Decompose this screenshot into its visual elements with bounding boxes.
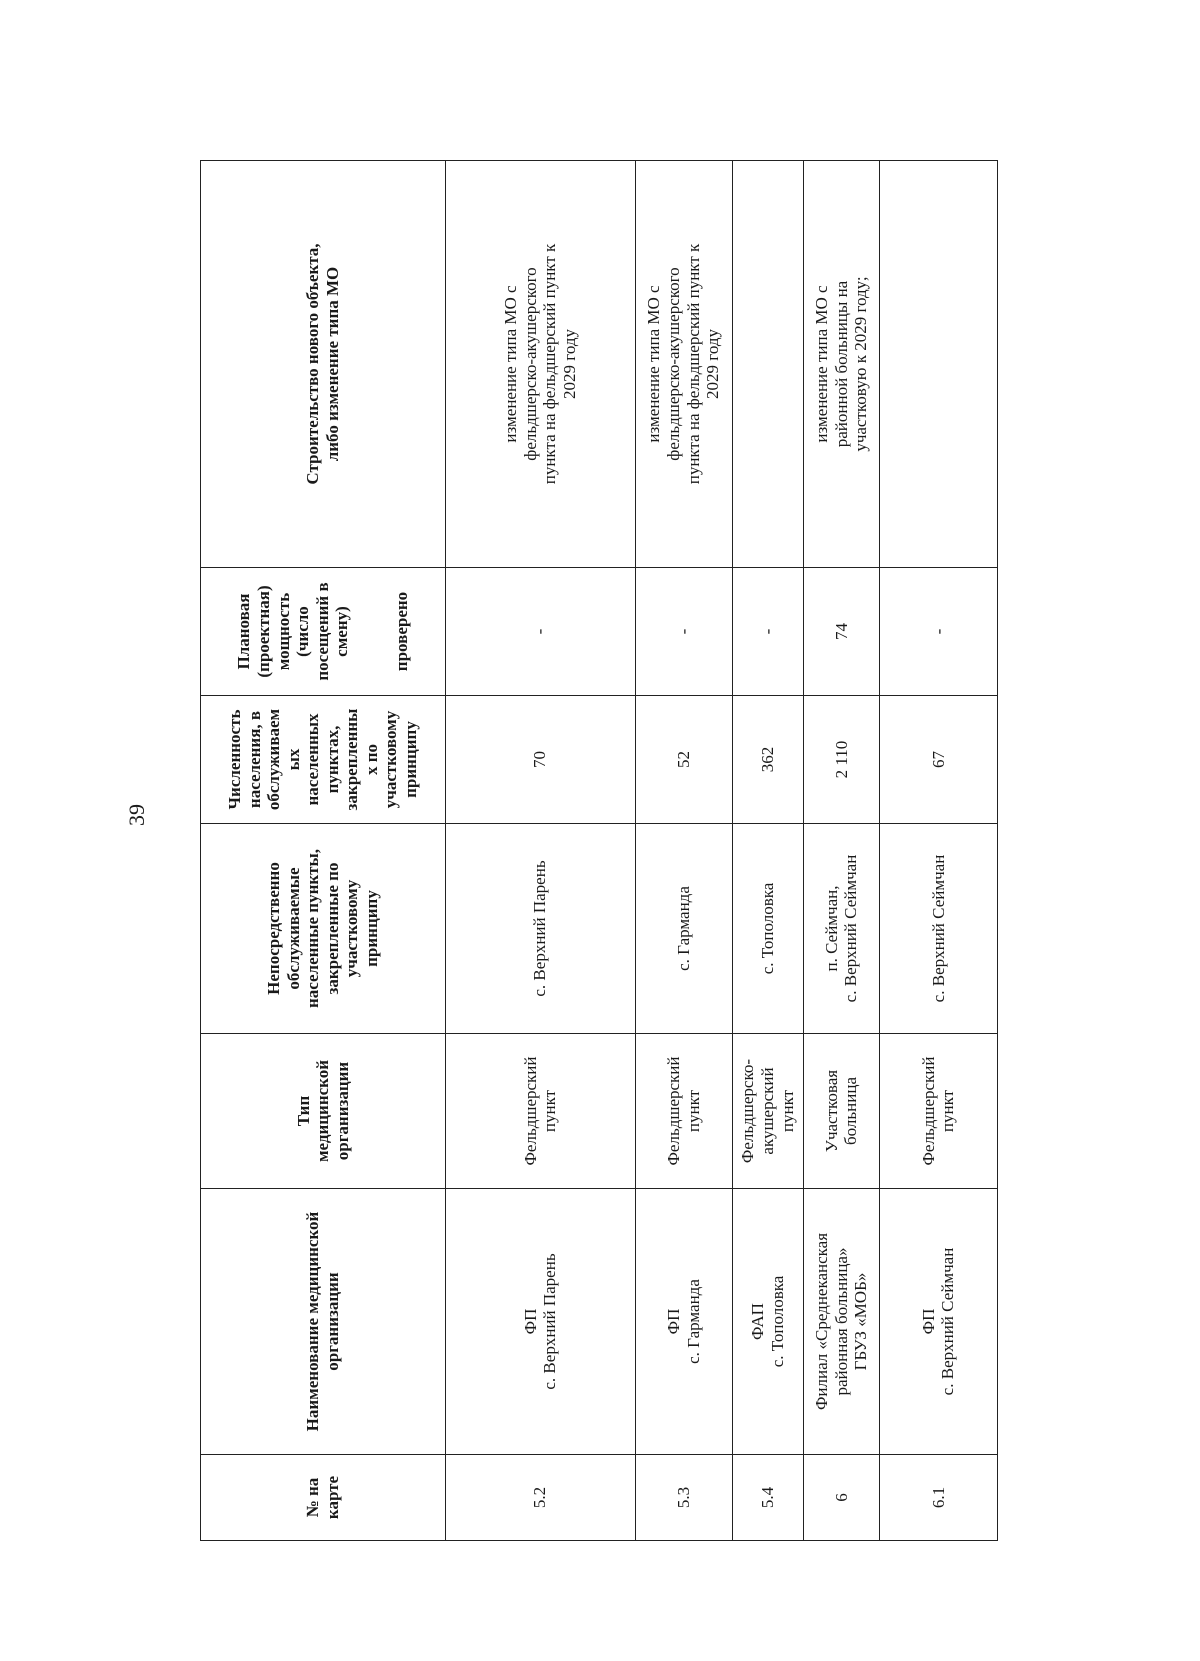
cell-map-no: 5.3 — [635, 1455, 732, 1541]
table-row — [803, 161, 879, 1541]
header-capacity-label: Плановая (проектная) мощность (число посещений в смену) — [234, 582, 352, 681]
cell-construction — [879, 161, 997, 568]
table-row — [635, 161, 732, 1541]
cell-settlements: с. Верхний Парень — [445, 824, 635, 1034]
cell-settlements: с. Верхний Сеймчан — [879, 824, 997, 1034]
cell-construction: изменение типа МО с районной больницы на участковую к 2029 году; — [803, 161, 879, 568]
medical-organizations-table — [200, 161, 998, 1541]
table-row — [879, 161, 997, 1541]
cell-population: 2 110 — [803, 696, 879, 824]
header-population: Численность населения, в обслуживаем ых населенных пунктах, закрепленны х по участковому принципу — [201, 696, 446, 824]
cell-type: Участковая больница — [803, 1034, 879, 1189]
cell-population: 67 — [879, 696, 997, 824]
page-number: 39 — [124, 804, 149, 826]
header-construction: Строительство нового объекта, либо изменение типа МО — [201, 161, 446, 568]
table-row — [732, 161, 803, 1541]
header-type: Тип медицинской организации — [201, 1034, 446, 1189]
cell-capacity: - — [732, 568, 803, 696]
cell-construction — [732, 161, 803, 568]
cell-construction: изменение типа МО с фельдшерско-акушерского пункта на фельдшерский пункт к 2029 году — [635, 161, 732, 568]
cell-name: ФП с. Гарманда — [635, 1189, 732, 1455]
cell-construction: изменение типа МО с фельдшерско-акушерского пункта на фельдшерский пункт к 2029 году — [445, 161, 635, 568]
cell-type: Фельдшерско- акушерский пункт — [732, 1034, 803, 1189]
header-capacity-note: проверено — [391, 591, 411, 672]
cell-settlements: п. Сеймчан, с. Верхний Сеймчан — [803, 824, 879, 1034]
cell-capacity: - — [879, 568, 997, 696]
cell-population: 362 — [732, 696, 803, 824]
cell-population: 52 — [635, 696, 732, 824]
header-map-no: № на карте — [201, 1455, 446, 1541]
cell-map-no: 5.4 — [732, 1455, 803, 1541]
table-row — [445, 161, 635, 1541]
cell-type: Фельдшерский пункт — [879, 1034, 997, 1189]
cell-name: ФП с. Верхний Сеймчан — [879, 1189, 997, 1455]
cell-type: Фельдшерский пункт — [445, 1034, 635, 1189]
cell-name: Филиал «Среднеканская районная больница» ГБУЗ «МОБ» — [803, 1189, 879, 1455]
cell-capacity: 74 — [803, 568, 879, 696]
table-header-row — [201, 161, 446, 1541]
cell-settlements: с. Гарманда — [635, 824, 732, 1034]
cell-map-no: 5.2 — [445, 1455, 635, 1541]
cell-type: Фельдшерский пункт — [635, 1034, 732, 1189]
header-capacity — [201, 568, 446, 696]
cell-capacity: - — [445, 568, 635, 696]
cell-capacity: - — [635, 568, 732, 696]
cell-settlements: с. Тополовка — [732, 824, 803, 1034]
cell-name: ФАП с. Тополовка — [732, 1189, 803, 1455]
cell-map-no: 6 — [803, 1455, 879, 1541]
header-settlements: Непосредственно обслуживаемые населенные пункты, закрепленные по участковому принципу — [201, 824, 446, 1034]
header-name: Наименование медицинской организации — [201, 1189, 446, 1455]
cell-map-no: 6.1 — [879, 1455, 997, 1541]
cell-population: 70 — [445, 696, 635, 824]
cell-name: ФП с. Верхний Парень — [445, 1189, 635, 1455]
